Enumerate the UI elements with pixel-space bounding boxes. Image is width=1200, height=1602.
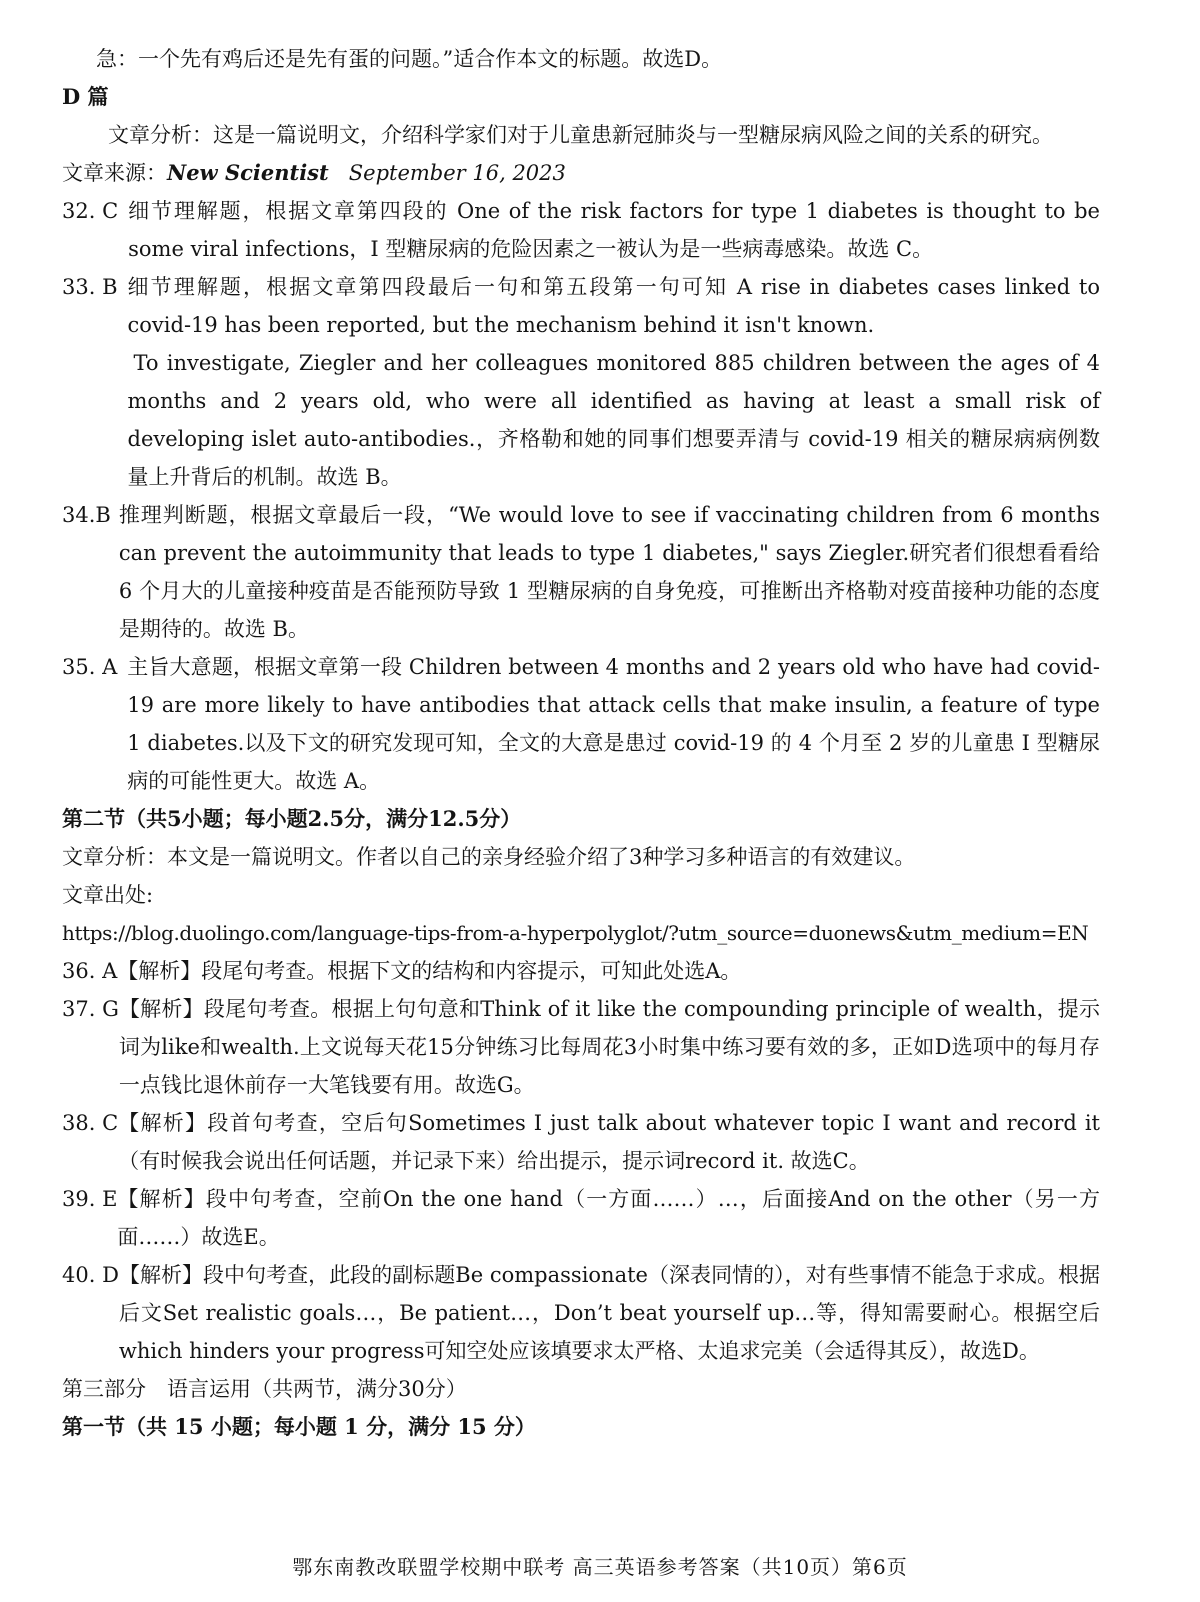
part-3-section-1-heading: 第一节（共 15 小题；每小题 1 分，满分 15 分） (62, 1414, 536, 1439)
answer-number: 34.B (62, 503, 111, 527)
article-source-d (62, 154, 1100, 192)
answer-explanation: 主旨大意题，根据文章第一段 Children between 4 months and 2 years old who have had covid-19 are more likely to have antibodies that attack cells that make insulin, a feature of type 1 diabetes.以及下文的研究发现可知，全文的大意是患过 covid-19 的 4 个月至 2 岁的儿童患 I 型糖尿病的可能性更大。故选 A。 (127, 655, 1100, 793)
section-heading-d: D 篇 (62, 84, 109, 109)
article-analysis-d: 文章分析：这是一篇说明文，介绍科学家们对于儿童患新冠肺炎与一型糖尿病风险之间的关系的研究。 (108, 123, 1053, 147)
answer-explanation: 【解析】段中句考查，空前On the one hand（一方面……）…，后面接And on the other（另一方面……）故选E。 (117, 1187, 1100, 1249)
answer-explanation: 细节理解题，根据文章第四段的 One of the risk factors for type 1 diabetes is thought to be some viral infections，I 型糖尿病的危险因素之一被认为是一些病毒感染。故选 C。 (128, 199, 1100, 261)
answer-explanation: 【解析】段首句考查，空后句Sometimes I just talk about whatever topic I want and record it（有时候我会说出任何话题，并记录下来）给出提示，提示词record it. 故选C。 (118, 1111, 1100, 1173)
answer-item-33 (62, 268, 1100, 496)
section-2-heading: 第二节（共5小题；每小题2.5分，满分12.5分） (62, 806, 522, 831)
answer-item-38 (62, 1104, 1100, 1180)
article-source-label-s2: 文章出处: (62, 883, 154, 907)
source-label: 文章来源： (62, 161, 167, 185)
part-3-heading: 第三部分 语言运用（共两节，满分30分） (62, 1377, 467, 1401)
answer-explanation: 推理判断题，根据文章最后一段，“We would love to see if vaccinating children from 6 months can prevent the autoimmunity that leads to type 1 diabetes," says Ziegler.研究者们很想看看给 6 个月大的儿童接种疫苗是否能预防导致 1 型糖尿病的自身免疫，可推断出齐格勒对疫苗接种功能的态度是期待的。故选 B。 (118, 503, 1100, 641)
page-footer: 鄂东南教改联盟学校期中联考 高三英语参考答案（共10页）第6页 (292, 1555, 908, 1579)
answer-explanation: 【解析】段尾句考查。根据上句句意和Think of it like the compounding principle of wealth，提示词为like和wealth.上文说每天花15分钟练习比每周花3小时集中练习要有效的多，正如D选项中的每月存一点钱比退休前存一大笔钱要有用。故选G。 (118, 997, 1100, 1097)
answer-number: 40. D (62, 1263, 119, 1287)
article-source-url: https://blog.duolingo.com/language-tips-from-a-hyperpolyglot/?utm_source=duonews&utm_medium=EN (62, 921, 1089, 945)
answer-item-32 (62, 192, 1100, 268)
continued-text: 急：一个先有鸡后还是先有蛋的问题。”适合作本文的标题。故选D。 (96, 47, 723, 71)
answer-explanation: 【解析】段尾句考查。根据下文的结构和内容提示，可知此处选A。 (117, 959, 742, 983)
answer-number: 32. C (62, 199, 119, 223)
answer-number: 33. B (62, 275, 118, 299)
answer-explanation-quote: To investigate, Ziegler and her colleagues monitored 885 children between the ages of 4 months and 2 years old, who were all identified as having at least a small risk of developing islet auto-antibodies.，齐格勒和她的同事们想要弄清与 covid-19 相关的糖尿病病例数量上升背后的机制。故选 B。 (127, 351, 1100, 489)
answer-number: 35. A (62, 655, 118, 679)
answer-explanation: 【解析】段中句考查，此段的副标题Be compassionate（深表同情的），对有些事情不能急于求成。根据后文Set realistic goals…，Be patient…，Don’t beat yourself up…等，得知需要耐心。根据空后which hinders your progress可知空处应该填要求太严格、太追求完美（会适得其反），故选D。 (118, 1263, 1100, 1363)
answer-item-35 (62, 648, 1100, 800)
article-analysis-s2: 文章分析：本文是一篇说明文。作者以自己的亲身经验介绍了3种学习多种语言的有效建议。 (62, 845, 916, 869)
answer-item-40 (62, 1256, 1100, 1370)
answer-item-34 (62, 496, 1100, 648)
answer-item-36 (62, 952, 1100, 990)
answer-number: 38. C (62, 1111, 119, 1135)
source-date: September 16, 2023 (348, 161, 566, 185)
answer-item-37 (62, 990, 1100, 1104)
source-publication: New Scientist (167, 160, 329, 185)
answer-item-39 (62, 1180, 1100, 1256)
answer-number: 36. A (62, 959, 118, 983)
answer-explanation-part1: 细节理解题，根据文章第四段最后一句和第五段第一句可知 A rise in diabetes cases linked to covid-19 has been reported, but the mechanism behind it isn't known. (127, 275, 1100, 337)
answer-number: 39. E (62, 1187, 118, 1211)
answer-number: 37. G (62, 997, 119, 1021)
answer-explanation (118, 268, 1100, 496)
